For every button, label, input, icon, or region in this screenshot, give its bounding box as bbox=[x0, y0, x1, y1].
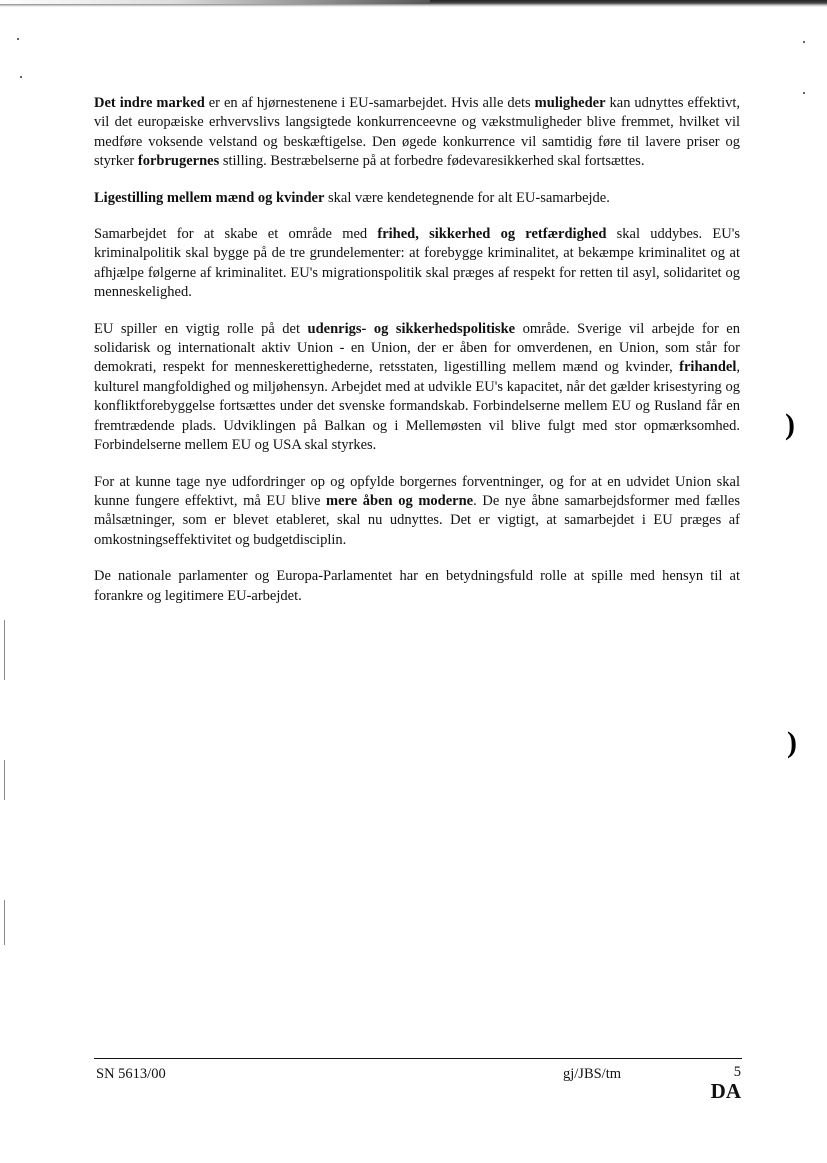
paragraph-text: . De nye åbne samarbejdsformer med fælles målsætninger, som er blevet etableret, skal nu udnyttes. Det er vigtigt, at samarbejdet i EU præges af omkostningseffektivitet og budgetdisciplin. bbox=[94, 492, 741, 548]
scan-speck bbox=[17, 38, 19, 40]
footer-page-number: 5 bbox=[733, 1064, 741, 1080]
scan-margin-mark bbox=[4, 900, 5, 945]
binder-hole-mark: ) bbox=[787, 726, 797, 759]
paragraph bbox=[94, 189, 740, 208]
footer-initials: gj/JBS/tm bbox=[563, 1066, 622, 1082]
bold-term: mere åben og moderne bbox=[326, 492, 474, 509]
paragraph bbox=[94, 473, 740, 551]
paragraph-text: stilling. Bestræbelserne på at forbedre fødevaresikkerhed skal fortsættes. bbox=[219, 153, 645, 170]
paragraph-text: Samarbejdet for at skabe et område med bbox=[94, 226, 378, 243]
bold-term: frihed, sikkerhed og retfærdighed bbox=[377, 226, 607, 243]
paragraph bbox=[94, 94, 740, 172]
document-body bbox=[94, 94, 740, 623]
binder-hole-mark: ) bbox=[785, 408, 795, 441]
footer-rule bbox=[94, 1058, 742, 1059]
paragraph-text: skal være kendetegnende for alt EU-samarbejde. bbox=[324, 189, 610, 206]
bold-term: Ligestilling mellem mænd og kvinder bbox=[94, 189, 325, 206]
paragraph-text: skal uddybes. EU's kriminalpolitik skal bygge på de tre grundelementer: at forebygge kriminalitet, at bekæmpe kriminalitet og at afhjælpe følgerne af kriminalitet. EU's migrationspolitik skal præges af respekt for retten til asyl, solidaritet og menneskelighed. bbox=[94, 226, 740, 301]
paragraph-text: kan udnyttes effektivt, vil det europæiske erhvervslivs langsigtede konkurrenceevne og vækstmuligheder blive fremmet, hvilket vil medføre voksende velstand og beskæftigelse. Den øgede konkurrence vil samtidig føre til lavere priser og styrker bbox=[94, 95, 740, 170]
paragraph-text: , kulturel mangfoldighed og miljøhensyn. Arbejdet med at udvikle EU's kapacitet, når det gælder krisestyring og konfliktforebyggelse fortsættes under det svenske formandskab. Forbindelserne mellem EU og Rusland får en fremtrædende plads. Udviklingen på Balkan og i Mellemøsten vil blive fulgt med stor opmærksomhed. Forbindelserne mellem EU og USA skal styrkes. bbox=[94, 359, 740, 454]
bold-term: forbrugernes bbox=[137, 153, 220, 170]
scan-speck bbox=[803, 41, 805, 43]
paragraph bbox=[94, 225, 740, 303]
paragraph-text: er en af hjørnestenene i EU-samarbejdet. Hvis alle dets bbox=[204, 95, 535, 111]
paragraph-text: område. Sverige vil arbejde for en solidarisk og internationalt aktiv Union - en Union, der er åben for omverdenen, en Union, som står for demokrati, respekt for menneskerettighederne, retsstaten, ligestilling mellem mænd og kvinder, bbox=[94, 320, 740, 376]
scan-margin-mark bbox=[4, 620, 5, 680]
paragraph-text: De nationale parlamenter og Europa-Parlamentet har en betydningsfuld rolle at spille med hensyn til at forankre og legitimere EU-arbejdet. bbox=[94, 568, 740, 604]
footer-doc-number: SN 5613/00 bbox=[96, 1066, 166, 1082]
paragraph bbox=[94, 320, 740, 456]
footer-language-code: DA bbox=[710, 1079, 741, 1103]
bold-term: Det indre marked bbox=[94, 95, 205, 111]
bold-term: udenrigs- og sikkerhedspolitiske bbox=[307, 320, 516, 337]
paragraph bbox=[94, 567, 740, 606]
scan-speck bbox=[20, 76, 22, 78]
paragraph-text: For at kunne tage nye udfordringer op og opfylde borgernes forventninger, og for at en udvidet Union skal kunne fungere effektivt, må EU blive bbox=[94, 473, 740, 509]
bold-term: frihandel bbox=[679, 359, 737, 376]
scan-speck bbox=[803, 92, 805, 94]
paragraph-text: EU spiller en vigtig rolle på det bbox=[94, 320, 308, 337]
scan-edge-fade bbox=[0, 0, 430, 4]
bold-term: muligheder bbox=[534, 95, 606, 111]
scan-margin-mark bbox=[4, 760, 5, 800]
